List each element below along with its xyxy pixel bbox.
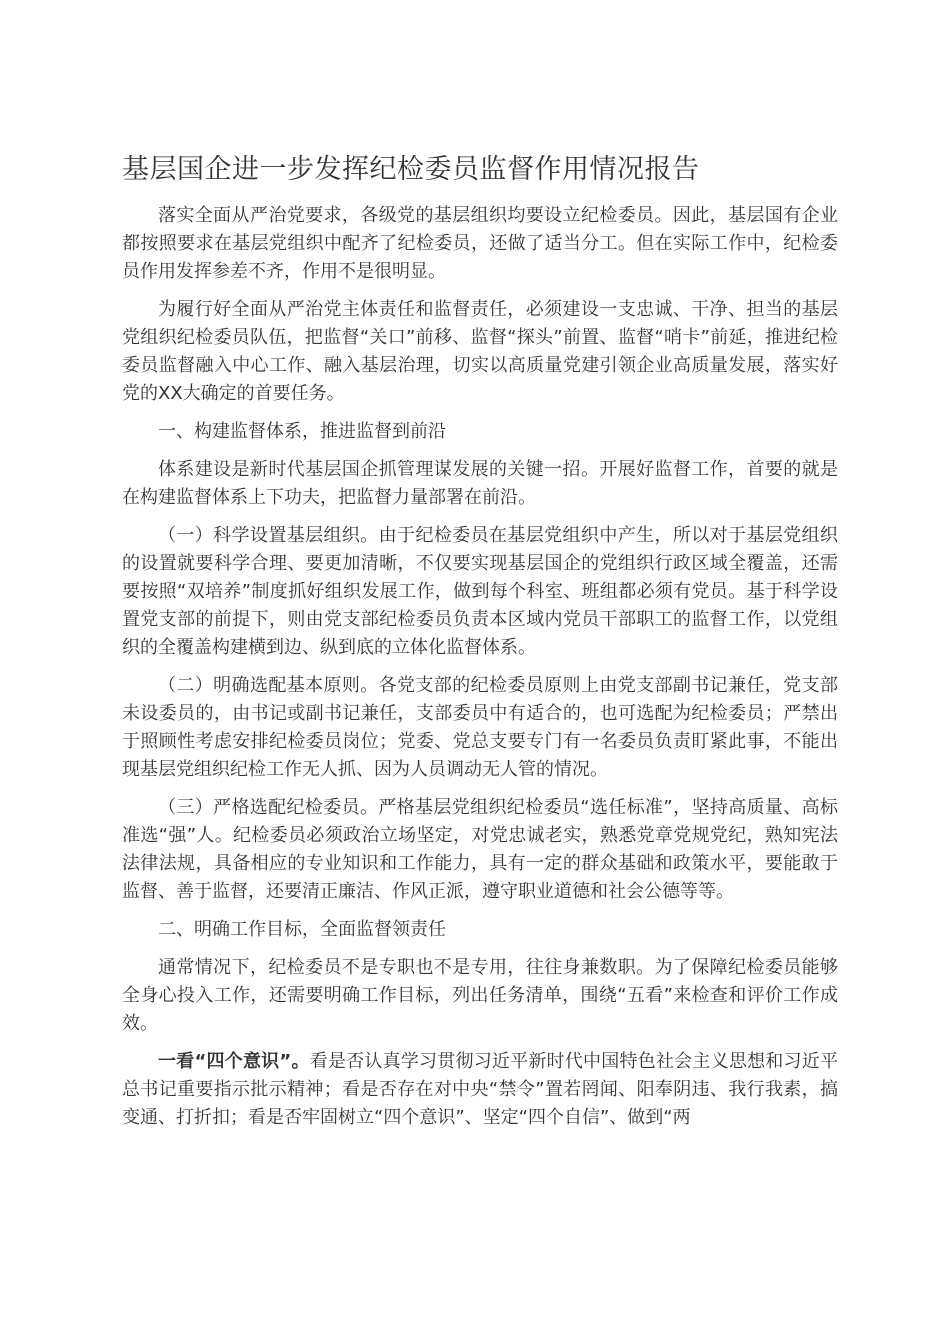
document-title: 基层国企进一步发挥纪检委员监督作用情况报告 xyxy=(122,154,700,185)
list-item: （二）明确选配基本原则。各党支部的纪检委员原则上由党支部副书记兼任，党支部未设委员的，由书记或副书记兼任，支部委员中有适合的，也可选配为纪检委员；严禁出于照顾性考虑安排纪检委员岗位；党委、党总支要专门有一名委员负责盯紧此事，不能出现基层党组织纪检工作无人抓、因为人员调动无人管的情况。 xyxy=(122,675,838,780)
list-item xyxy=(122,1048,838,1132)
paragraph: 通常情况下，纪检委员不是专职也不是专用，往往身兼数职。为了保障纪检委员能够全身心投入工作，还需要明确工作目标，列出任务清单，围绕“五看”来检查和评价工作成效。 xyxy=(122,957,838,1034)
list-item: （三）严格选配纪检委员。严格基层党组织纪检委员“选任标准”，坚持高质量、高标准选“强”人。纪检委员必须政治立场坚定，对党忠诚老实，熟悉党章党规党纪，熟知宪法法律法规，具备相应的专业知识和工作能力，具有一定的群众基础和政策水平，要能敢于监督、善于监督，还要清正廉洁、作风正派，遵守职业道德和社会公德等等。 xyxy=(122,797,838,902)
section-heading: 二、明确工作目标，全面监督领责任 xyxy=(158,919,446,940)
list-item: （一）科学设置基层组织。由于纪检委员在基层党组织中产生，所以对于基层党组织的设置就要科学合理、要更加清晰，不仅要实现基层国企的党组织行政区域全覆盖，还需要按照“双培养”制度抓好组织发展工作，做到每个科室、班组都必须有党员。基于科学设置党支部的前提下，则由党支部纪检委员负责本区域内党员干部职工的监督工作，以党组织的全覆盖构建横到边、纵到底的立体化监督体系。 xyxy=(122,525,838,658)
paragraph: 体系建设是新时代基层国企抓管理谋发展的关键一招。开展好监督工作，首要的就是在构建监督体系上下功夫，把监督力量部署在前沿。 xyxy=(122,459,838,508)
document-page xyxy=(122,148,838,1142)
item-lead: 一看“四个意识”。 xyxy=(158,1051,310,1072)
section-heading: 一、构建监督体系，推进监督到前沿 xyxy=(158,421,446,442)
item-body: 看是否认真学习贯彻习近平新时代中国特色社会主义思想和习近平总书记重要指示批示精神；看是否存在对中央“禁令”置若罔闻、阳奉阴违、我行我素，搞变通、打折扣；看是否牢固树立“四个意识”、坚定“四个自信”、做到“两 xyxy=(122,1051,838,1128)
paragraph: 落实全面从严治党要求，各级党的基层组织均要设立纪检委员。因此，基层国有企业都按照要求在基层党组织中配齐了纪检委员，还做了适当分工。但在实际工作中，纪检委员作用发挥参差不齐，作用不是很明显。 xyxy=(122,205,838,282)
paragraph: 为履行好全面从严治党主体责任和监督责任，必须建设一支忠诚、干净、担当的基层党组织纪检委员队伍，把监督“关口”前移、监督“探头”前置、监督“哨卡”前延，推进纪检委员监督融入中心工作、融入基层治理，切实以高质量党建引领企业高质量发展，落实好党的XX大确定的首要任务。 xyxy=(122,299,838,404)
